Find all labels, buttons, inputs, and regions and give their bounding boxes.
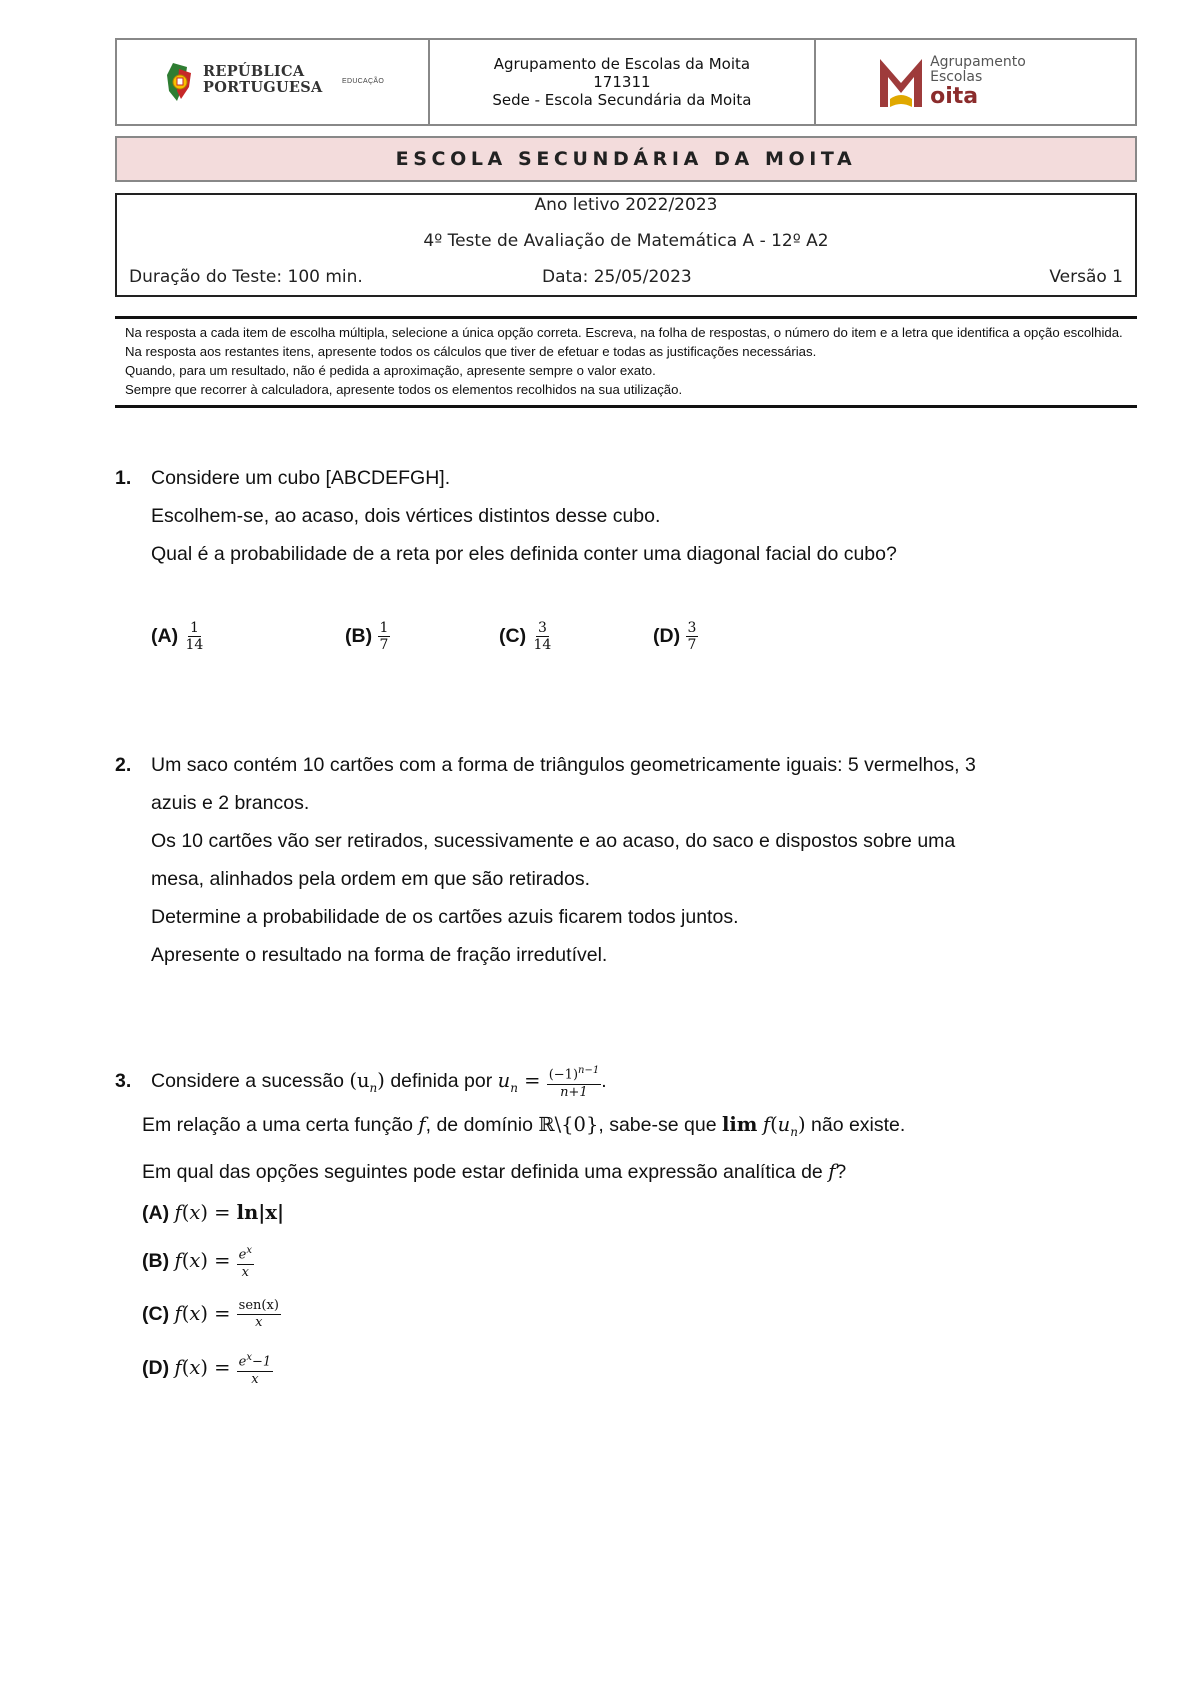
header-table (115, 38, 1137, 126)
option-b (345, 617, 390, 655)
q3-option-b: (B) f(x) = $\frac{e^x}{x}$ (142, 1245, 253, 1280)
fraction-numerator: e (238, 1247, 247, 1263)
test-info-box (115, 193, 1137, 297)
educacao-label: EDUCAÇÃO (342, 78, 385, 85)
fraction-denominator: x (241, 1264, 250, 1280)
fraction-denominator: 7 (379, 637, 389, 654)
question-3-line2: Em relação a uma certa função f, de domínio ℝ\{0}, sabe-se que $\lim f(u_n)$ não existe. (142, 1113, 906, 1139)
question-1-options (151, 617, 851, 667)
agrupamento-oita: oita (930, 84, 979, 109)
q3-option-d: (D) f(x) = $\frac{e^x-1}{x}$ (142, 1352, 272, 1387)
moita-logo-icon (876, 53, 926, 111)
republica-text (203, 64, 323, 96)
instruction-line: Na resposta a cada item de escolha múltipla, selecione a única opção correta. Escreva, na folha de respostas, o número do item e a letra que identifica a opção escolhida. (125, 325, 1123, 340)
option-c (499, 617, 553, 655)
q3-line2-c: , sabe-se que (598, 1114, 717, 1136)
def-exponent: n−1 (578, 1065, 600, 1077)
function-domain: ℝ\{0} (538, 1113, 599, 1136)
def-numerator: (−1) (548, 1067, 579, 1083)
fraction-numerator: e (238, 1354, 247, 1370)
option-label: (A) (151, 625, 179, 647)
instruction-line: Sempre que recorrer à calculadora, apresente todos os elementos recolhidos na sua utilização. (125, 382, 683, 397)
republica-portuguesa-logo-cell (117, 40, 430, 124)
question-1-text (151, 459, 1131, 573)
school-group-name: Agrupamento de Escolas da Moita (493, 55, 751, 73)
question-1-number: 1. (115, 467, 132, 489)
test-title: 4º Teste de Avaliação de Matemática A - 12º A2 (423, 231, 829, 251)
option-label: (B) (345, 625, 373, 647)
republica-line1: REPÚBLICA (203, 63, 305, 80)
option-label: (C) (142, 1303, 170, 1325)
question-2-line: Apresente o resultado na forma de fração irredutível. (151, 944, 608, 966)
q3-intro-a: Considere a sucessão (151, 1070, 344, 1092)
test-date: Data: 25/05/2023 (542, 267, 692, 287)
option-label: (C) (499, 625, 527, 647)
option-label: (D) (142, 1357, 170, 1379)
question-1-line: Qual é a probabilidade de a reta por eles definida conter uma diagonal facial do cubo? (151, 543, 897, 565)
school-banner: ESCOLA SECUNDÁRIA DA MOITA (115, 136, 1137, 182)
def-denominator: n+1 (560, 1084, 588, 1100)
test-duration: Duração do Teste: 100 min. (129, 267, 363, 287)
q3-line2-d: não existe. (811, 1114, 906, 1136)
question-2-line: mesa, alinhados pela ordem em que são retirados. (151, 868, 590, 890)
q3-intro-b: definida por (390, 1070, 493, 1092)
option-a (151, 617, 205, 655)
agrupamento-line2: Escolas (930, 69, 983, 85)
instruction-line: Na resposta aos restantes itens, apresente todos os cálculos que tiver de efetuar e todas as justificações necessárias. (125, 344, 817, 359)
fraction-numerator: 3 (687, 620, 697, 637)
option-label: (B) (142, 1250, 170, 1272)
fraction-numerator-tail: −1 (252, 1354, 272, 1370)
instructions-box (115, 316, 1137, 408)
fraction-denominator: 14 (185, 637, 204, 654)
fraction-numerator: sen(x) (238, 1298, 279, 1314)
question-3-number: 3. (115, 1070, 132, 1092)
question-2-text (151, 746, 1131, 974)
school-code: 171311 (593, 73, 651, 91)
q3-option-c: (C) f(x) = $\frac{\text{sen(x)}}{x}$ (142, 1298, 279, 1331)
question-1-line: Considere um cubo [ABCDEFGH]. (151, 467, 451, 489)
option-label: (A) (142, 1202, 170, 1224)
fraction-numerator: 1 (379, 620, 389, 637)
option-label: (D) (653, 625, 681, 647)
sequence-name: (u (349, 1069, 370, 1092)
instruction-line: Quando, para um resultado, não é pedida a aproximação, apresente sempre o valor exato. (125, 363, 656, 378)
agrupamento-text (930, 55, 1026, 109)
agrupamento-logo-cell (816, 40, 1135, 124)
fraction-numerator: 3 (537, 620, 547, 637)
question-2-line: Os 10 cartões vão ser retirados, sucessivamente e ao acaso, do saco e dispostos sobre uma (151, 830, 956, 852)
q3-line3: Em qual das opções seguintes pode estar definida uma expressão analítica de (142, 1161, 823, 1183)
q3-option-a: (A) f(x) = ln|x| (142, 1201, 285, 1224)
question-3-line1: Considere a sucessão $(u_n)$ definida por $u_n$ = $\frac{(-1)^{n-1}}{n+1}$ . (151, 1065, 607, 1100)
republica-line2: PORTUGUESA (203, 79, 323, 96)
question-1-line: Escolhem-se, ao acaso, dois vértices distintos desse cubo. (151, 505, 661, 527)
option-expression: ln|x| (236, 1201, 285, 1224)
q3-line2-a: Em relação a uma certa função (142, 1114, 413, 1136)
fraction-denominator: x (251, 1371, 259, 1387)
question-3-line3: Em qual das opções seguintes pode estar definida uma expressão analítica de f? (142, 1160, 847, 1183)
question-2-line: Determine a probabilidade de os cartões azuis ficarem todos juntos. (151, 906, 739, 928)
question-2-line: azuis e 2 brancos. (151, 792, 310, 814)
question-2-number: 2. (115, 754, 132, 776)
fraction-denominator: 14 (533, 637, 552, 654)
option-d (653, 617, 698, 655)
fraction-denominator: 7 (687, 637, 697, 654)
agrupamento-line1: Agrupamento (930, 54, 1026, 70)
q3-line2-b: , de domínio (425, 1114, 533, 1136)
school-sede: Sede - Escola Secundária da Moita (492, 91, 752, 109)
fraction-denominator: x (255, 1315, 263, 1331)
limit-symbol: lim (721, 1113, 758, 1136)
question-2-line: Um saco contém 10 cartões com a forma de triângulos geometricamente iguais: 5 vermelhos, 3 (151, 754, 976, 776)
school-info-cell (430, 40, 816, 124)
school-year: Ano letivo 2022/2023 (534, 195, 718, 215)
fraction-numerator: 1 (189, 620, 199, 637)
test-version: Versão 1 (1049, 267, 1123, 287)
republica-emblem-icon (163, 61, 197, 103)
